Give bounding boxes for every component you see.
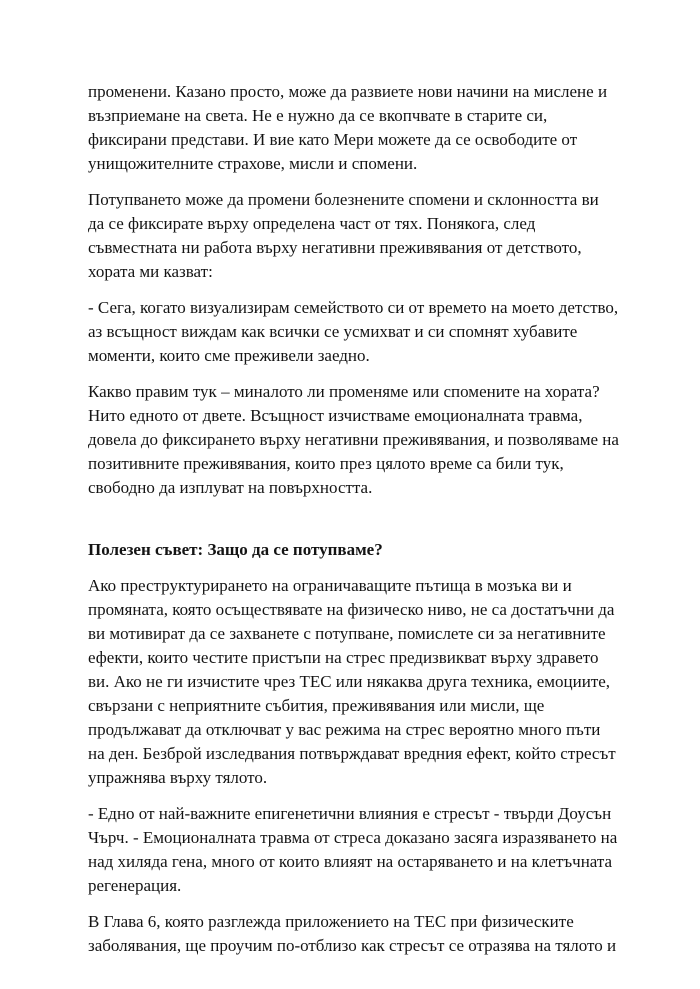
text-line: заболявания, ще проучим по-отблизо как стресът се отразява на тялото и xyxy=(88,936,617,955)
paragraph-3-quote xyxy=(88,296,618,368)
text-line: променени. Казано просто, може да развиете нови начини на мислене и xyxy=(88,82,608,101)
text-line: съвместната ни работа върху негативни преживявания от детството, xyxy=(88,238,582,257)
text-line: моменти, които сме преживели заедно. xyxy=(88,346,370,365)
paragraph-5 xyxy=(88,574,618,790)
paragraph-4 xyxy=(88,380,618,500)
text-line: да се фиксирате върху определена част от тях. Понякога, след xyxy=(88,214,536,233)
text-line: Потупването може да промени болезнените спомени и склонността ви xyxy=(88,190,599,209)
text-line: ви мотивират да се захванете с потупване, помислете си за негативните xyxy=(88,624,606,643)
text-line: хората ми казват: xyxy=(88,262,213,281)
text-line: на ден. Безброй изследвания потвърждават вредния ефект, който стресът xyxy=(88,744,616,763)
text-line: позитивните преживявания, които през цялото време са били тук, xyxy=(88,454,564,473)
paragraph-6-quote xyxy=(88,802,618,898)
text-line: Чърч. - Емоционалната травма от стреса доказано засяга изразяването на xyxy=(88,828,618,847)
text-line: продължават да отключват у вас режима на стрес вероятно много пъти xyxy=(88,720,601,739)
text-line: унищожителните страхове, мисли и спомени. xyxy=(88,154,418,173)
text-line: промяната, която осъществявате на физическо ниво, не са достатъчни да xyxy=(88,600,615,619)
text-line: Какво правим тук – миналото ли променяме или спомените на хората? xyxy=(88,382,600,401)
text-line: фиксирани представи. И вие като Мери можете да се освободите от xyxy=(88,130,578,149)
text-line: възприемане на света. Не е нужно да се вкопчвате в старите си, xyxy=(88,106,548,125)
text-line: ви. Ако не ги изчистите чрез ТЕС или някаква друга техника, емоциите, xyxy=(88,672,611,691)
text-line: ефекти, които честите пристъпи на стрес предизвикват върху здравето xyxy=(88,648,599,667)
text-line: свободно да изплуват на повърхността. xyxy=(88,478,373,497)
section-heading: Полезен съвет: Защо да се потупваме? xyxy=(88,540,383,559)
text-line: Ако преструктурирането на ограничаващите пътища в мозъка ви и xyxy=(88,576,572,595)
paragraph-2 xyxy=(88,188,618,284)
paragraph-1 xyxy=(88,80,618,176)
page-body xyxy=(88,80,618,970)
text-line: Нито едното от двете. Всъщност изчистваме емоционалната травма, xyxy=(88,406,583,425)
text-line: регенерация. xyxy=(88,876,182,895)
paragraph-7 xyxy=(88,910,618,958)
text-line: довела до фиксирането върху негативни преживявания, и позволяваме на xyxy=(88,430,619,449)
text-line: упражнява върху тялото. xyxy=(88,768,268,787)
text-line: аз всъщност виждам как всички се усмихват и си спомнят хубавите xyxy=(88,322,578,341)
text-line: над хиляда гена, много от които влияят на остаряването и на клетъчната xyxy=(88,852,613,871)
text-line: В Глава 6, която разглежда приложението на ТЕС при физическите xyxy=(88,912,574,931)
text-line: - Едно от най-важните епигенетични влияния е стресът - твърди Доусън xyxy=(88,804,612,823)
text-line: свързани с неприятните събития, преживявания или мисли, ще xyxy=(88,696,545,715)
text-line: - Сега, когато визуализирам семейството си от времето на моето детство, xyxy=(88,298,619,317)
